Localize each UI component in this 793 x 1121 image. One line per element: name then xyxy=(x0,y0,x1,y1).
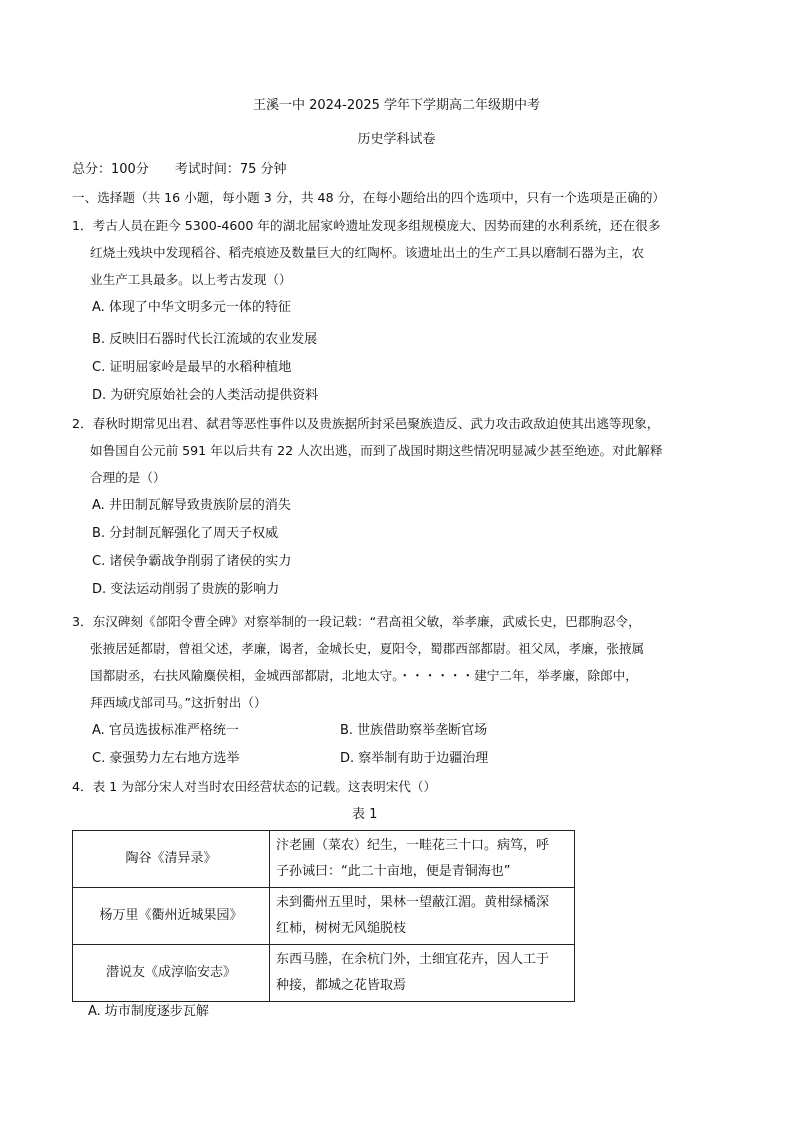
question-text-line: 国都尉丞，右扶风隃麋侯相，金城西部都尉，北地太守。・・・・・・建宁二年，举孝廉，除郎中， xyxy=(90,668,638,683)
table-cell-text xyxy=(270,831,575,888)
option-d[interactable]: D. 为研究原始社会的人类活动提供资料 xyxy=(92,388,319,403)
exam-subtitle: 历史学科试卷 xyxy=(357,132,436,147)
option-a[interactable]: A. 坊市制度逐步瓦解 xyxy=(88,1004,209,1019)
question-text-line: 2．春秋时期常见出君、弑君等恶性事件以及贵族据所封采邑聚族造反、武力攻击政敌迫使其出逃等现象， xyxy=(72,416,660,431)
option-b[interactable]: B. 反映旧石器时代长江流域的农业发展 xyxy=(92,332,318,347)
option-b[interactable]: B. 分封制瓦解强化了周天子权威 xyxy=(92,526,279,541)
option-c[interactable]: C. 证明屈家岭是最早的水稻种植地 xyxy=(92,360,292,375)
table-cell-text xyxy=(270,945,575,1002)
question-text-line: 红烧土残块中发现稻谷、稻壳痕迹及数量巨大的红陶杯。该遗址出土的生产工具以磨制石器为主，农 xyxy=(90,245,645,260)
source-table xyxy=(72,830,575,1002)
table-cell-line: 种接，都城之花皆取焉 xyxy=(276,978,407,993)
exam-title: 王溪一中 2024-2025 学年下学期高二年级期中考 xyxy=(252,98,541,113)
option-a[interactable]: A. 井田制瓦解导致贵族阶层的消失 xyxy=(92,498,291,513)
table-cell-source: 陶谷《清异录》 xyxy=(73,831,270,888)
question-text-line: 合理的是（） xyxy=(90,470,166,485)
question-text-line: 4．表 1 为部分宋人对当时农田经营状态的记载。这表明宋代（） xyxy=(72,779,437,794)
table-cell-line: 子孙诫曰：“此二十亩地，便是青铜海也” xyxy=(276,864,511,879)
table-caption: 表 1 xyxy=(352,807,378,822)
question-text-line: 如鲁国自公元前 591 年以后共有 22 人次出逃，而到了战国时期这些情况明显减少甚至绝迹。对此解释 xyxy=(90,443,663,458)
table-cell-source: 杨万里《衢州近城果园》 xyxy=(73,888,270,945)
table-row xyxy=(73,831,575,888)
question-text-line: 张掖居延都尉，曾祖父述，孝廉，谒者，金城长史，夏阳令，蜀郡西部都尉。祖父凤，孝廉，张掖属 xyxy=(90,641,645,656)
table-cell-line: 东西马塍，在余杭门外，土细宜花卉，因人工于 xyxy=(276,952,550,967)
option-a[interactable]: A. 体现了中华文明多元一体的特征 xyxy=(92,300,291,315)
table-cell-line: 汴老圃（菜农）纪生，一畦花三十口。病笃，呼 xyxy=(276,838,550,853)
section-heading: 一、选择题（共 16 小题，每小题 3 分，共 48 分，在每小题给出的四个选项中，只有一个选项是正确的） xyxy=(72,190,666,205)
option-d[interactable]: D. 察举制有助于边疆治理 xyxy=(340,751,489,766)
question-text-line: 1．考古人员在距今 5300-4600 年的湖北屈家岭遗址发现多组规模庞大、因势而建的水利系统，还在很多 xyxy=(72,218,661,233)
table-cell-text xyxy=(270,888,575,945)
table-cell-line: 未到衢州五里时，果林一望蔽江湄。黄柑绿橘深 xyxy=(276,895,550,910)
question-text-line: 3．东汉碑刻《郃阳令曹全碑》对察举制的一段记载：“君高祖父敏，举孝廉，武威长史，巴郡朐忍令， xyxy=(72,614,641,629)
exam-meta: 总分：100分 考试时间：75 分钟 xyxy=(72,162,287,177)
question-text-line: 拜西域戊部司马。”这折射出（） xyxy=(90,695,267,710)
table-cell-source: 潜说友《成淳临安志》 xyxy=(73,945,270,1002)
table-cell-line: 红柿，树树无风缒脱枝 xyxy=(276,921,407,936)
option-c[interactable]: C. 诸侯争霸战争削弱了诸侯的实力 xyxy=(92,554,292,569)
table-row xyxy=(73,945,575,1002)
option-d[interactable]: D. 变法运动削弱了贵族的影响力 xyxy=(92,582,280,597)
question-text-line: 业生产工具最多。以上考古发现（） xyxy=(90,272,292,287)
option-c[interactable]: C. 豪强势力左右地方选举 xyxy=(92,751,240,766)
option-b[interactable]: B. 世族借助察举垄断官场 xyxy=(340,723,488,738)
option-a[interactable]: A. 官员选拔标准严格统一 xyxy=(92,723,239,738)
table-row xyxy=(73,888,575,945)
